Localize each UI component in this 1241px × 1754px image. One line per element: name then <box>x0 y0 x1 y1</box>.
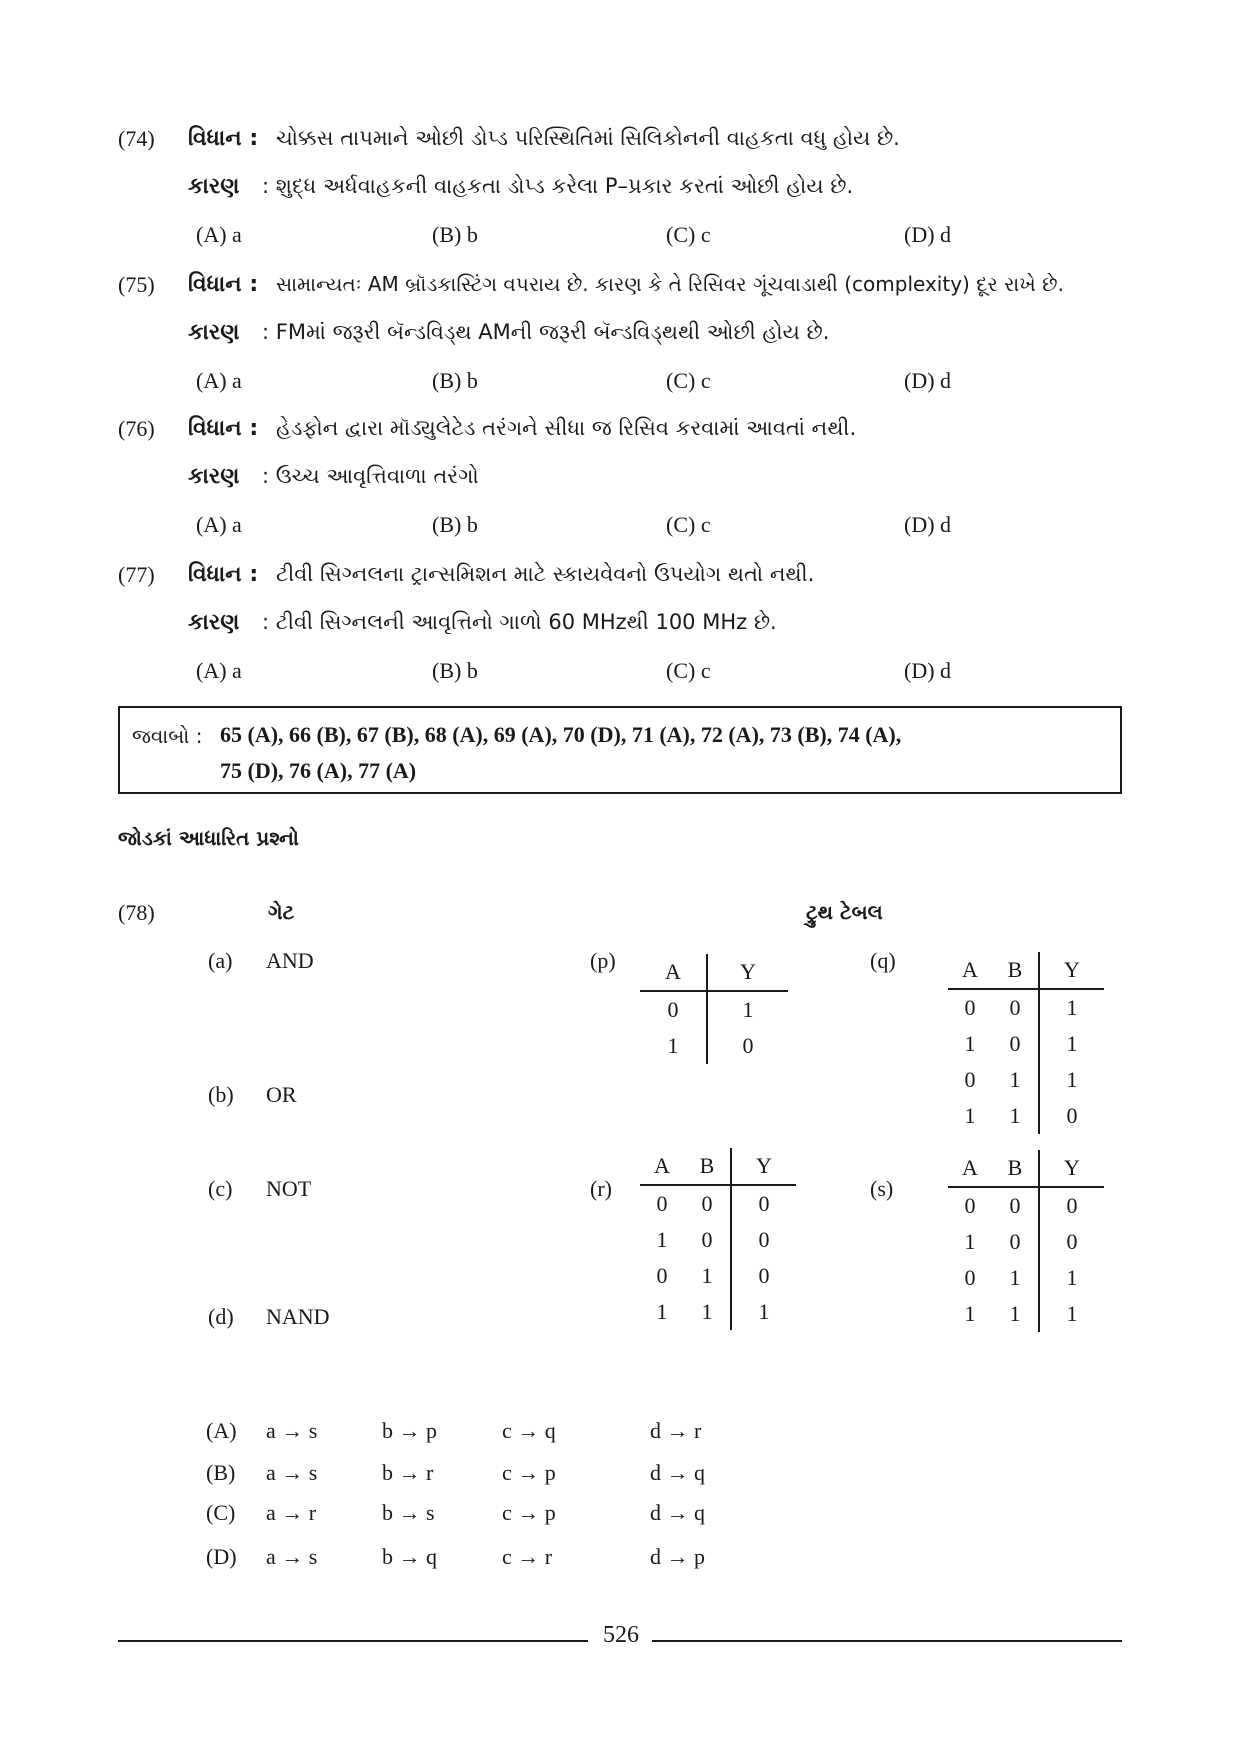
cell: 1 <box>656 1227 668 1252</box>
reason-text: : ઉચ્ચ આવૃત્તિવાળા તરંગો <box>262 464 479 488</box>
question-number: (75) <box>118 272 155 297</box>
cell: 0 <box>758 1227 770 1252</box>
header-cell: Y <box>731 1148 796 1185</box>
reason-label: કારણ <box>188 464 240 489</box>
option-a: (A) a <box>196 222 242 247</box>
answer-key-line-1: 65 (A), 66 (B), 67 (B), 68 (A), 69 (A), 70 (D), 71 (A), 72 (A), 73 (B), 74 (A), <box>220 722 902 747</box>
cell: 0 <box>1066 1103 1078 1128</box>
header-cell: Y <box>707 954 788 991</box>
cell: 1 <box>964 1031 976 1056</box>
match-pair: c → q <box>502 1418 556 1443</box>
cell: 0 <box>1066 1193 1078 1218</box>
answer-key-box <box>118 706 1122 794</box>
option-b: (B) b <box>432 222 478 247</box>
cell: 1 <box>684 1294 731 1330</box>
statement-text: હેડફોન દ્વારા મૉડ્યુલેટેડ તરંગને સીધા જ રિસિવ કરવામાં આવતાં નથી. <box>276 416 857 440</box>
cell: 0 <box>742 1033 754 1058</box>
table-label-q: (q) <box>870 948 896 973</box>
cell: 0 <box>964 1067 976 1092</box>
option-c: (C) c <box>666 368 711 393</box>
cell: 1 <box>1066 995 1078 1020</box>
match-pair: b → r <box>382 1460 434 1485</box>
cell: 0 <box>964 1265 976 1290</box>
cell: 1 <box>1066 1067 1078 1092</box>
section-heading: જોડકાં આધારિત પ્રશ્નો <box>118 826 299 850</box>
question-number: (76) <box>118 416 155 441</box>
cell: 0 <box>640 991 707 1028</box>
gate-label-b: (b) <box>208 1082 234 1107</box>
match-option-label: (D) <box>206 1544 237 1569</box>
cell: 1 <box>684 1258 731 1294</box>
match-pair: d → r <box>650 1418 702 1443</box>
header-cell: Y <box>1039 952 1104 989</box>
match-pair: b → q <box>382 1544 437 1569</box>
option-d: (D) d <box>904 222 952 247</box>
header-cell: Y <box>1039 1150 1104 1187</box>
match-option-label: (A) <box>206 1418 237 1443</box>
gate-name-nand: NAND <box>266 1304 330 1329</box>
cell: 0 <box>1066 1229 1078 1254</box>
page-number: 526 <box>603 1622 639 1648</box>
footer-rule-left <box>118 1640 588 1642</box>
match-option-label: (C) <box>206 1500 236 1525</box>
gate-label-d: (d) <box>208 1304 234 1329</box>
match-pair: d → q <box>650 1460 705 1485</box>
table-label-r: (r) <box>590 1176 612 1201</box>
gate-name-or: OR <box>266 1082 297 1107</box>
cell: 0 <box>758 1191 770 1216</box>
statement-label: વિધાન : <box>188 562 259 587</box>
match-pair: a → s <box>266 1544 318 1569</box>
truth-table-s <box>948 1150 1104 1332</box>
statement-text: સામાન્યતઃ AM બ્રૉડકાસ્ટિંગ વપરાય છે. કારણ કે તે રિસિવર ગૂંચવાડાથી (complexity) દૂર રાખે છે. <box>276 272 1064 296</box>
answer-key-line-2: 75 (D), 76 (A), 77 (A) <box>220 758 417 783</box>
reason-text: : શુદ્ધ અર્ધવાહકની વાહકતા ડોપ્ડ કરેલા P–પ્રકાર કરતાં ઓછી હોય છે. <box>262 174 854 198</box>
match-pair: b → s <box>382 1500 435 1525</box>
truth-table-q <box>948 952 1104 1134</box>
reason-text: : FMમાં જરૂરી બૅન્ડવિડ્થ AMની જરૂરી બૅન્ડવિડ્થથી ઓછી હોય છે. <box>262 320 830 344</box>
match-pair: d → q <box>650 1500 705 1525</box>
match-pair: c → p <box>502 1460 556 1485</box>
footer-rule-right <box>652 1640 1122 1642</box>
cell: 0 <box>992 989 1039 1026</box>
cell: 0 <box>758 1263 770 1288</box>
option-d: (D) d <box>904 658 952 683</box>
match-pair: c → p <box>502 1500 556 1525</box>
statement-label: વિધાન : <box>188 416 259 441</box>
option-a: (A) a <box>196 368 242 393</box>
cell: 1 <box>992 1296 1039 1332</box>
match-pair: c → r <box>502 1544 553 1569</box>
truth-table-column-heading: ટ્રુથ ટેબલ <box>806 900 883 924</box>
cell: 0 <box>656 1191 668 1216</box>
cell: 1 <box>1066 1301 1078 1326</box>
header-cell: A <box>948 952 992 989</box>
statement-text: ટીવી સિગ્નલના ટ્રાન્સમિશન માટે સ્કાયવેવનો ઉપયોગ થતો નથી. <box>276 562 815 586</box>
header-cell: B <box>992 952 1039 989</box>
cell: 1 <box>1066 1265 1078 1290</box>
cell: 1 <box>992 1098 1039 1134</box>
cell: 1 <box>640 1028 707 1064</box>
gate-column-heading: ગેટ <box>268 900 295 924</box>
answer-key-label: જવાબો : <box>132 724 203 748</box>
option-a: (A) a <box>196 658 242 683</box>
cell: 0 <box>964 995 976 1020</box>
header-cell: A <box>640 1148 684 1185</box>
gate-name-not: NOT <box>266 1176 312 1201</box>
table-label-p: (p) <box>590 948 616 973</box>
cell: 0 <box>992 1224 1039 1260</box>
cell: 1 <box>742 997 754 1022</box>
match-pair: a → r <box>266 1500 317 1525</box>
reason-text: : ટીવી સિગ્નલની આવૃત્તિનો ગાળો 60 MHzથી 100 MHz છે. <box>262 610 777 634</box>
option-a: (A) a <box>196 512 242 537</box>
table-label-s: (s) <box>870 1176 894 1201</box>
cell: 0 <box>992 1187 1039 1224</box>
cell: 1 <box>992 1062 1039 1098</box>
match-option-label: (B) <box>206 1460 236 1485</box>
truth-table-p <box>640 954 788 1064</box>
option-c: (C) c <box>666 512 711 537</box>
statement-label: વિધાન : <box>188 272 259 297</box>
cell: 1 <box>964 1103 976 1128</box>
reason-label: કારણ <box>188 320 240 345</box>
header-cell: A <box>948 1150 992 1187</box>
reason-label: કારણ <box>188 610 240 635</box>
question-number: (74) <box>118 126 155 151</box>
gate-name-and: AND <box>266 948 314 973</box>
option-d: (D) d <box>904 368 952 393</box>
cell: 0 <box>964 1193 976 1218</box>
reason-label: કારણ <box>188 174 240 199</box>
question-number: (77) <box>118 562 155 587</box>
truth-table-r <box>640 1148 796 1330</box>
header-cell: B <box>684 1148 731 1185</box>
cell: 1 <box>758 1299 770 1324</box>
option-b: (B) b <box>432 512 478 537</box>
cell: 1 <box>656 1299 668 1324</box>
match-pair: a → s <box>266 1418 318 1443</box>
option-c: (C) c <box>666 222 711 247</box>
option-d: (D) d <box>904 512 952 537</box>
cell: 0 <box>656 1263 668 1288</box>
cell: 0 <box>992 1026 1039 1062</box>
cell: 1 <box>964 1229 976 1254</box>
gate-label-c: (c) <box>208 1176 233 1201</box>
question-number: (78) <box>118 900 155 925</box>
match-pair: d → p <box>650 1544 705 1569</box>
header-cell: A <box>640 954 707 991</box>
option-c: (C) c <box>666 658 711 683</box>
statement-text: ચોક્કસ તાપમાને ઓછી ડોપ્ડ પરિસ્થિતિમાં સિલિકોનની વાહકતા વધુ હોય છે. <box>276 126 900 150</box>
cell: 0 <box>684 1222 731 1258</box>
statement-label: વિધાન : <box>188 126 259 151</box>
option-b: (B) b <box>432 658 478 683</box>
match-pair: b → p <box>382 1418 437 1443</box>
cell: 1 <box>1066 1031 1078 1056</box>
gate-label-a: (a) <box>208 948 233 973</box>
cell: 1 <box>964 1301 976 1326</box>
cell: 1 <box>992 1260 1039 1296</box>
match-pair: a → s <box>266 1460 318 1485</box>
cell: 0 <box>684 1185 731 1222</box>
header-cell: B <box>992 1150 1039 1187</box>
option-b: (B) b <box>432 368 478 393</box>
